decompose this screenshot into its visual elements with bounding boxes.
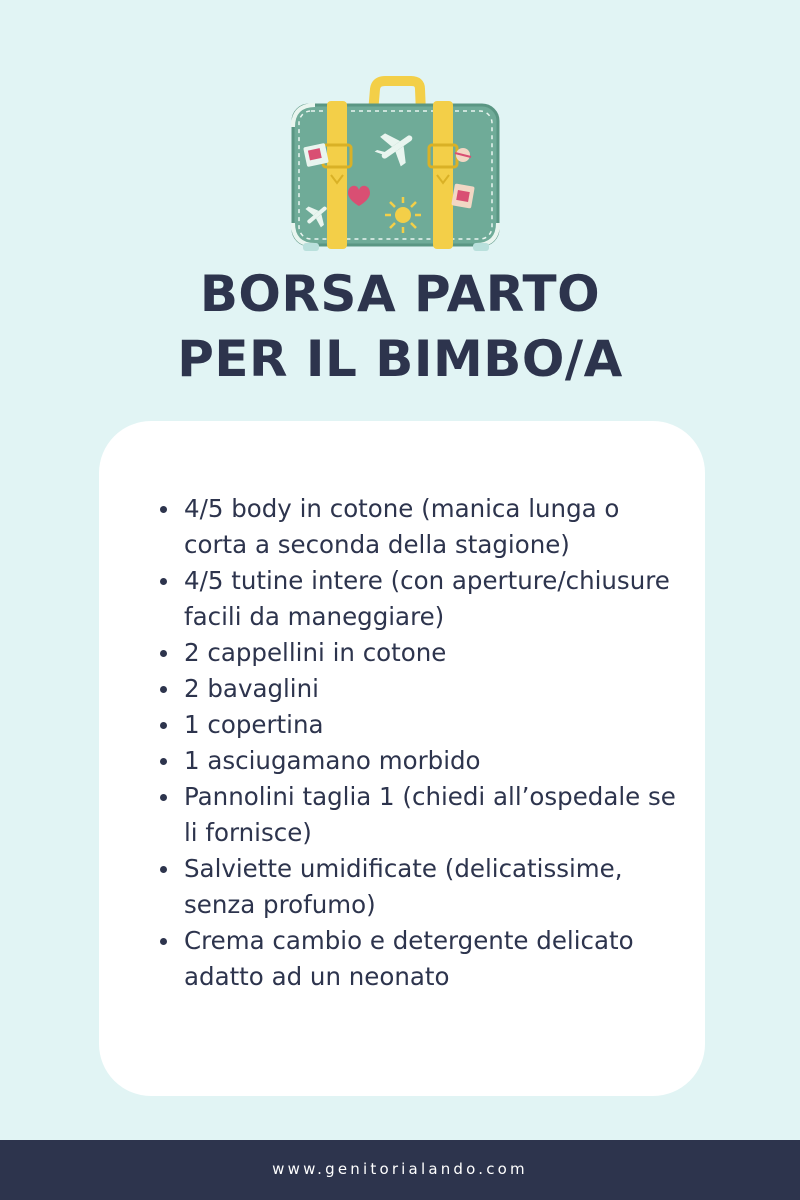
- bullet-icon: [160, 578, 167, 585]
- footer-url[interactable]: www.genitorialando.com: [272, 1160, 528, 1178]
- footer-bar: [0, 1140, 800, 1200]
- page-title: [0, 262, 800, 392]
- list-item-text: 4/5 tutine intere (con aperture/chiusure facili da maneggiare): [184, 566, 670, 631]
- list-item-text: 2 bavaglini: [184, 674, 319, 703]
- bullet-icon: [160, 794, 167, 801]
- checklist-card: [99, 421, 705, 1096]
- list-item-text: 4/5 body in cotone (manica lunga o corta a seconda della stagione): [184, 494, 620, 559]
- list-item: [184, 743, 684, 779]
- list-item-text: 2 cappellini in cotone: [184, 638, 447, 667]
- list-item-text: Crema cambio e detergente delicato adatto ad un neonato: [184, 926, 634, 991]
- list-item: [184, 923, 684, 995]
- checklist: [184, 491, 684, 995]
- bullet-icon: [160, 686, 167, 693]
- suitcase-illustration: [285, 75, 510, 255]
- bullet-icon: [160, 758, 167, 765]
- bullet-icon: [160, 866, 167, 873]
- list-item: [184, 779, 684, 851]
- list-item: [184, 563, 684, 635]
- list-item: [184, 671, 684, 707]
- list-item: [184, 851, 684, 923]
- bullet-icon: [160, 722, 167, 729]
- bullet-icon: [160, 938, 167, 945]
- bullet-icon: [160, 506, 167, 513]
- list-item: [184, 491, 684, 563]
- list-item: [184, 707, 684, 743]
- list-item-text: Salviette umidificate (delicatissime, senza profumo): [184, 854, 623, 919]
- bullet-icon: [160, 650, 167, 657]
- title-line-1: BORSA PARTO: [199, 265, 601, 323]
- title-line-2: PER IL BIMBO/A: [177, 330, 623, 388]
- list-item-text: 1 copertina: [184, 710, 324, 739]
- list-item-text: 1 asciugamano morbido: [184, 746, 481, 775]
- list-item-text: Pannolini taglia 1 (chiedi all’ospedale se li fornisce): [184, 782, 676, 847]
- list-item: [184, 635, 684, 671]
